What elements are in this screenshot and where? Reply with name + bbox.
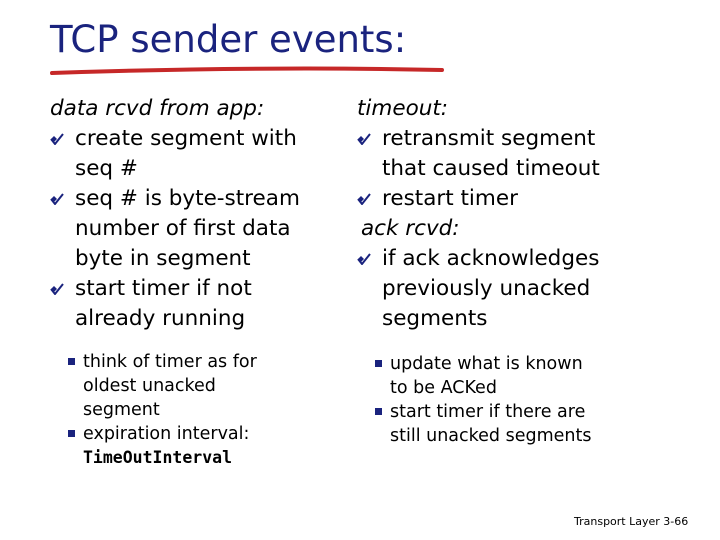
square-bullet-icon [68,430,75,437]
square-bullet-icon [375,408,382,415]
bullet-retransmit [357,124,687,184]
bullet-line: segments [382,306,488,331]
sub-bullet-timer-oldest [50,350,340,422]
bullet-line: byte in segment [75,246,251,271]
bullet-line: seq # [75,156,138,181]
code-timeout-interval: TimeOutInterval [83,448,233,467]
square-bullet-icon [68,358,75,365]
sub-bullet-update-known [357,352,687,400]
right-column [357,94,687,448]
diamond-checkmark-icon [50,283,64,295]
bullet-ack-acknowledges [357,244,687,334]
bullet-create-segment [50,124,340,184]
timeout-heading: timeout: [357,96,449,121]
bullet-line: retransmit segment [382,126,596,151]
sub-bullet-start-timer-unacked [357,400,687,448]
bullet-line: seq # is byte-stream [75,186,300,211]
bullet-line: that caused timeout [382,156,600,181]
diamond-checkmark-icon [357,253,371,265]
title-underline [50,62,450,78]
sub-bullet-line: update what is known [390,354,583,374]
bullet-start-timer [50,274,340,334]
sub-bullet-line: start timer if there are [390,402,586,422]
bullet-line: if ack acknowledges [382,246,600,271]
bullet-line: restart timer [382,186,518,211]
sub-bullet-line: think of timer as for [83,352,257,372]
left-column [50,94,340,470]
diamond-checkmark-icon [50,193,64,205]
bullet-line: already running [75,306,246,331]
square-bullet-icon [375,360,382,367]
diamond-checkmark-icon [357,193,371,205]
sub-bullet-line: to be ACKed [390,378,497,398]
bullet-line: previously unacked [382,276,591,301]
bullet-seq-number [50,184,340,274]
sub-bullet-expiration [50,422,340,470]
sub-bullet-line: oldest unacked [83,376,216,396]
ack-heading: ack rcvd: [361,216,460,241]
bullet-line: number of first data [75,216,291,241]
sub-bullet-line: expiration interval: [83,424,250,444]
diamond-checkmark-icon [50,133,64,145]
bullet-line: create segment with [75,126,297,151]
slide-footer: Transport Layer 3-66 [574,515,689,528]
bullet-line: start timer if not [75,276,252,301]
bullet-restart-timer [357,184,687,214]
sub-bullet-line: still unacked segments [390,426,592,446]
sub-bullet-line: segment [83,400,160,420]
diamond-checkmark-icon [357,133,371,145]
left-heading: data rcvd from app: [50,96,265,121]
slide-title: TCP sender events: [50,18,407,61]
